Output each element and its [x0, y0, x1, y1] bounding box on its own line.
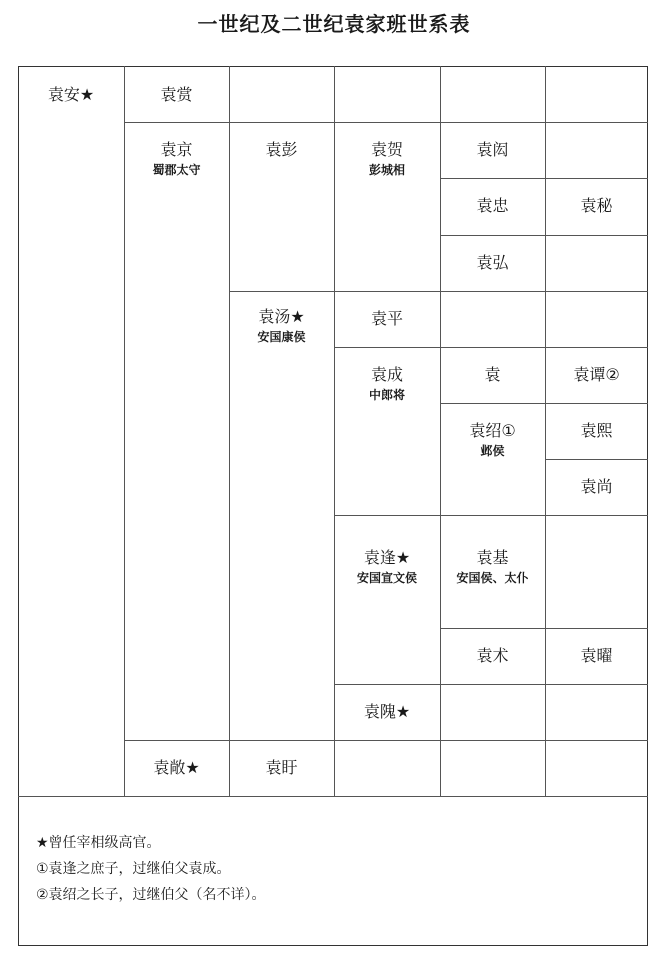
person-cell [334, 701, 440, 723]
row-divider [440, 628, 648, 629]
person-cell [440, 420, 545, 460]
row-divider [334, 684, 648, 685]
person-name: 袁基 [476, 548, 509, 567]
person-cell [545, 645, 648, 667]
person-name: 袁成 [370, 365, 403, 384]
person-cell [545, 476, 648, 498]
person-name: 袁彭 [265, 140, 298, 159]
person-cell [334, 139, 440, 179]
person-name: 袁京 [160, 140, 193, 159]
person-cell [124, 84, 229, 106]
person-cell [229, 306, 334, 346]
page-title: 一世纪及二世纪袁家班世系表 [197, 12, 471, 36]
person-title: 邺侯 [480, 444, 505, 458]
person-cell [124, 139, 229, 179]
person-name: 袁闳 [476, 140, 509, 159]
person-title: 安国侯、太仆 [456, 571, 529, 585]
row-divider [334, 347, 648, 348]
person-title: 安国宣文侯 [356, 571, 417, 585]
person-name: 袁盱 [265, 758, 298, 777]
person-name: 袁忠 [476, 196, 509, 215]
person-name: 袁赏 [160, 85, 193, 104]
row-divider [124, 122, 648, 123]
person-cell [440, 252, 545, 274]
note-line: ★曾任宰相级高官。 [36, 835, 161, 851]
person-title: 安国康侯 [257, 330, 306, 344]
person-title: 蜀郡太守 [152, 163, 201, 177]
row-divider [440, 403, 648, 404]
row-divider [124, 740, 648, 741]
person-name: 袁 [484, 365, 501, 384]
person-title: 中郎将 [368, 388, 405, 402]
person-cell [334, 308, 440, 330]
person-cell [545, 195, 648, 217]
person-cell [440, 195, 545, 217]
note-line: ②袁绍之长子，过继伯父（名不详）。 [36, 887, 266, 903]
person-cell [18, 84, 124, 106]
person-cell [334, 364, 440, 404]
row-divider [229, 291, 648, 292]
column-divider [229, 66, 230, 796]
person-title: 彭城相 [368, 163, 405, 177]
person-name: 袁曜 [580, 646, 613, 665]
person-cell [229, 757, 334, 779]
person-cell [229, 139, 334, 161]
person-name: 袁术 [476, 646, 509, 665]
person-name: 袁贺 [370, 140, 403, 159]
row-divider [440, 178, 648, 179]
row-divider [545, 459, 648, 460]
person-name: 袁隗★ [363, 702, 411, 721]
person-name: 袁敞★ [153, 758, 200, 777]
person-name: 袁谭② [573, 365, 620, 384]
person-name: 袁汤★ [258, 307, 305, 326]
person-name: 袁熙 [580, 421, 613, 440]
person-cell [545, 420, 648, 442]
note-line: ①袁逢之庶子，过继伯父袁成。 [36, 861, 231, 877]
row-divider [334, 515, 648, 516]
person-cell [440, 547, 545, 587]
row-divider [18, 796, 648, 797]
person-name: 袁弘 [476, 253, 509, 272]
person-cell [440, 139, 545, 161]
person-cell [124, 757, 229, 779]
person-name: 袁逢★ [363, 548, 411, 567]
person-cell [334, 547, 440, 587]
person-name: 袁安★ [47, 85, 95, 104]
person-cell [440, 645, 545, 667]
legend-notes [36, 830, 266, 908]
person-name: 袁平 [370, 309, 403, 328]
person-name: 袁尚 [580, 477, 613, 496]
person-name: 袁绍① [469, 421, 516, 440]
person-cell [440, 364, 545, 386]
row-divider [440, 235, 648, 236]
person-cell [545, 364, 648, 386]
person-name: 袁秘 [580, 196, 613, 215]
